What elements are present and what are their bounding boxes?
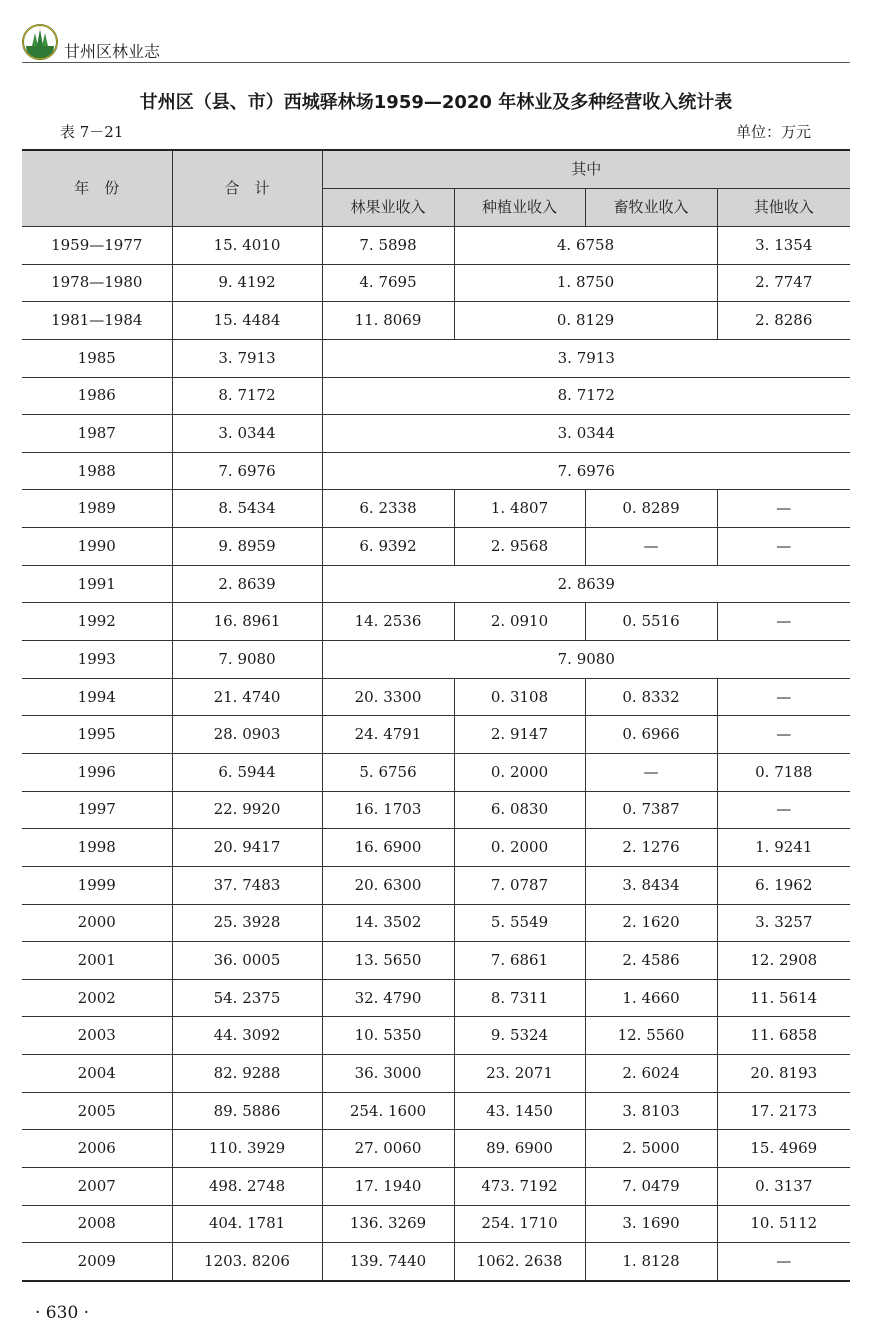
cell-value: 7. 6976 (322, 452, 850, 490)
cell-value: 1. 8750 (454, 264, 717, 302)
table-row (22, 452, 850, 490)
cell-value: 2. 1276 (585, 829, 717, 867)
cell-value: — (717, 490, 850, 528)
cell-value: 254. 1600 (322, 1092, 454, 1130)
cell-value: 4. 6758 (454, 227, 717, 265)
cell-total: 22. 9920 (172, 791, 322, 829)
cell-value: 2. 9147 (454, 716, 585, 754)
cell-value: 0. 6966 (585, 716, 717, 754)
cell-total: 3. 7913 (172, 339, 322, 377)
cell-total: 3. 0344 (172, 415, 322, 453)
cell-value: — (717, 603, 850, 641)
table-row (22, 1243, 850, 1281)
header-rule (22, 62, 850, 63)
cell-year: 1978—1980 (22, 264, 172, 302)
cell-total: 498. 2748 (172, 1168, 322, 1206)
cell-value: 2. 8639 (322, 565, 850, 603)
cell-year: 1991 (22, 565, 172, 603)
cell-year: 2001 (22, 942, 172, 980)
table-number: 表 7－21 (60, 123, 124, 141)
cell-value: 20. 6300 (322, 866, 454, 904)
table-row (22, 904, 850, 942)
cell-value: 6. 9392 (322, 528, 454, 566)
cell-total: 15. 4010 (172, 227, 322, 265)
cell-value: 2. 7747 (717, 264, 850, 302)
cell-year: 2008 (22, 1205, 172, 1243)
cell-total: 37. 7483 (172, 866, 322, 904)
cell-total: 20. 9417 (172, 829, 322, 867)
cell-value: 0. 3108 (454, 678, 585, 716)
table-row (22, 829, 850, 867)
cell-total: 7. 9080 (172, 641, 322, 679)
cell-value: 17. 2173 (717, 1092, 850, 1130)
cell-year: 1997 (22, 791, 172, 829)
cell-total: 9. 8959 (172, 528, 322, 566)
cell-value: 0. 5516 (585, 603, 717, 641)
cell-value: 7. 6861 (454, 942, 585, 980)
table-row (22, 264, 850, 302)
cell-value: 24. 4791 (322, 716, 454, 754)
table-row (22, 415, 850, 453)
table-row (22, 753, 850, 791)
cell-value: 2. 5000 (585, 1130, 717, 1168)
cell-year: 1994 (22, 678, 172, 716)
table-row (22, 1205, 850, 1243)
cell-value: 10. 5350 (322, 1017, 454, 1055)
cell-value: 0. 3137 (717, 1168, 850, 1206)
cell-year: 1959—1977 (22, 227, 172, 265)
cell-value: 14. 2536 (322, 603, 454, 641)
cell-value: 89. 6900 (454, 1130, 585, 1168)
cell-value: 43. 1450 (454, 1092, 585, 1130)
cell-value: 0. 7188 (717, 753, 850, 791)
cell-value: — (585, 528, 717, 566)
cell-value: 8. 7311 (454, 979, 585, 1017)
cell-value: 3. 1690 (585, 1205, 717, 1243)
table-row (22, 641, 850, 679)
cell-year: 1992 (22, 603, 172, 641)
header-year: 年 份 (22, 150, 172, 227)
cell-total: 44. 3092 (172, 1017, 322, 1055)
table-row (22, 678, 850, 716)
cell-year: 1989 (22, 490, 172, 528)
cell-value: 8. 7172 (322, 377, 850, 415)
header-plant-income: 种植业收入 (454, 189, 585, 227)
table-row (22, 565, 850, 603)
table-row (22, 528, 850, 566)
table-row (22, 866, 850, 904)
cell-value: 12. 5560 (585, 1017, 717, 1055)
cell-value: 2. 9568 (454, 528, 585, 566)
table-row (22, 1055, 850, 1093)
cell-total: 7. 6976 (172, 452, 322, 490)
cell-year: 1996 (22, 753, 172, 791)
cell-value: 2. 4586 (585, 942, 717, 980)
unit-label: 单位：万元 (735, 123, 811, 141)
table-row (22, 1017, 850, 1055)
cell-value: 0. 2000 (454, 753, 585, 791)
cell-value: 16. 1703 (322, 791, 454, 829)
cell-value: 3. 3257 (717, 904, 850, 942)
cell-total: 1203. 8206 (172, 1243, 322, 1281)
table-row (22, 942, 850, 980)
cell-value: — (717, 528, 850, 566)
cell-total: 15. 4484 (172, 302, 322, 340)
cell-value: 20. 3300 (322, 678, 454, 716)
cell-year: 2007 (22, 1168, 172, 1206)
cell-value: 14. 3502 (322, 904, 454, 942)
cell-value: 11. 6858 (717, 1017, 850, 1055)
cell-value: 2. 1620 (585, 904, 717, 942)
cell-value: 0. 7387 (585, 791, 717, 829)
table-row (22, 339, 850, 377)
cell-total: 16. 8961 (172, 603, 322, 641)
cell-value: 0. 8289 (585, 490, 717, 528)
cell-value: 10. 5112 (717, 1205, 850, 1243)
cell-value: 3. 1354 (717, 227, 850, 265)
cell-year: 2009 (22, 1243, 172, 1281)
cell-value: 3. 0344 (322, 415, 850, 453)
cell-value: 3. 8103 (585, 1092, 717, 1130)
table-row (22, 1092, 850, 1130)
cell-value: 6. 1962 (717, 866, 850, 904)
cell-value: — (717, 678, 850, 716)
cell-total: 82. 9288 (172, 1055, 322, 1093)
cell-value: 7. 9080 (322, 641, 850, 679)
cell-value: 7. 5898 (322, 227, 454, 265)
cell-total: 8. 5434 (172, 490, 322, 528)
cell-value: 11. 8069 (322, 302, 454, 340)
table-row (22, 1130, 850, 1168)
cell-value: 20. 8193 (717, 1055, 850, 1093)
page-number: · 630 · (35, 1303, 90, 1323)
cell-value: 9. 5324 (454, 1017, 585, 1055)
cell-year: 2003 (22, 1017, 172, 1055)
cell-total: 2. 8639 (172, 565, 322, 603)
cell-total: 404. 1781 (172, 1205, 322, 1243)
header-total: 合 计 (172, 150, 322, 227)
cell-value: 5. 6756 (322, 753, 454, 791)
cell-total: 9. 4192 (172, 264, 322, 302)
table-row (22, 791, 850, 829)
cell-total: 8. 7172 (172, 377, 322, 415)
cell-value: — (717, 716, 850, 754)
cell-value: 254. 1710 (454, 1205, 585, 1243)
income-statistics-table (22, 149, 850, 1282)
cell-value: 6. 2338 (322, 490, 454, 528)
cell-value: 0. 8129 (454, 302, 717, 340)
cell-year: 1981—1984 (22, 302, 172, 340)
table-title: 甘州区（县、市）西城驿林场1959—2020 年林业及多种经营收入统计表 (139, 92, 733, 113)
cell-year: 1988 (22, 452, 172, 490)
cell-year: 1987 (22, 415, 172, 453)
cell-value: 473. 7192 (454, 1168, 585, 1206)
cell-year: 1986 (22, 377, 172, 415)
table-row (22, 1168, 850, 1206)
cell-year: 1990 (22, 528, 172, 566)
cell-year: 2005 (22, 1092, 172, 1130)
header-forest-income: 林果业收入 (322, 189, 454, 227)
cell-value: 1062. 2638 (454, 1243, 585, 1281)
cell-total: 110. 3929 (172, 1130, 322, 1168)
table-row (22, 302, 850, 340)
cell-value: 3. 7913 (322, 339, 850, 377)
table-row (22, 227, 850, 265)
cell-year: 2002 (22, 979, 172, 1017)
cell-year: 1999 (22, 866, 172, 904)
cell-value: 1. 4807 (454, 490, 585, 528)
cell-value: 2. 6024 (585, 1055, 717, 1093)
cell-value: 7. 0479 (585, 1168, 717, 1206)
cell-value: 2. 8286 (717, 302, 850, 340)
cell-total: 54. 2375 (172, 979, 322, 1017)
cell-value: 13. 5650 (322, 942, 454, 980)
cell-value: 6. 0830 (454, 791, 585, 829)
cell-value: 136. 3269 (322, 1205, 454, 1243)
cell-value: 36. 3000 (322, 1055, 454, 1093)
cell-total: 89. 5886 (172, 1092, 322, 1130)
cell-total: 28. 0903 (172, 716, 322, 754)
cell-total: 25. 3928 (172, 904, 322, 942)
table-row (22, 603, 850, 641)
cell-value: 2. 0910 (454, 603, 585, 641)
cell-value: 27. 0060 (322, 1130, 454, 1168)
cell-value: 17. 1940 (322, 1168, 454, 1206)
cell-value: 15. 4969 (717, 1130, 850, 1168)
cell-value: 32. 4790 (322, 979, 454, 1017)
cell-value: — (717, 1243, 850, 1281)
cell-total: 36. 0005 (172, 942, 322, 980)
table-row (22, 490, 850, 528)
cell-value: 7. 0787 (454, 866, 585, 904)
page-header (22, 22, 850, 66)
cell-year: 1995 (22, 716, 172, 754)
cell-year: 2000 (22, 904, 172, 942)
cell-year: 1985 (22, 339, 172, 377)
cell-value: 0. 8332 (585, 678, 717, 716)
header-animal-income: 畜牧业收入 (585, 189, 717, 227)
cell-year: 1998 (22, 829, 172, 867)
header-other-income: 其他收入 (717, 189, 850, 227)
table-row (22, 979, 850, 1017)
cell-year: 2004 (22, 1055, 172, 1093)
forest-logo-icon (22, 24, 58, 60)
cell-value: 3. 8434 (585, 866, 717, 904)
cell-total: 6. 5944 (172, 753, 322, 791)
table-row (22, 716, 850, 754)
cell-total: 21. 4740 (172, 678, 322, 716)
cell-value: 23. 2071 (454, 1055, 585, 1093)
cell-value: 11. 5614 (717, 979, 850, 1017)
cell-value: 5. 5549 (454, 904, 585, 942)
cell-value: 1. 4660 (585, 979, 717, 1017)
cell-value: 0. 2000 (454, 829, 585, 867)
table-body (22, 227, 850, 1281)
book-title: 甘州区林业志 (64, 42, 161, 61)
cell-value: — (717, 791, 850, 829)
cell-value: 1. 8128 (585, 1243, 717, 1281)
cell-value: 1. 9241 (717, 829, 850, 867)
cell-value: 4. 7695 (322, 264, 454, 302)
cell-value: 139. 7440 (322, 1243, 454, 1281)
cell-value: 12. 2908 (717, 942, 850, 980)
header-group: 其中 (322, 150, 850, 189)
cell-value: 16. 6900 (322, 829, 454, 867)
cell-year: 2006 (22, 1130, 172, 1168)
cell-year: 1993 (22, 641, 172, 679)
cell-value: — (585, 753, 717, 791)
table-row (22, 377, 850, 415)
